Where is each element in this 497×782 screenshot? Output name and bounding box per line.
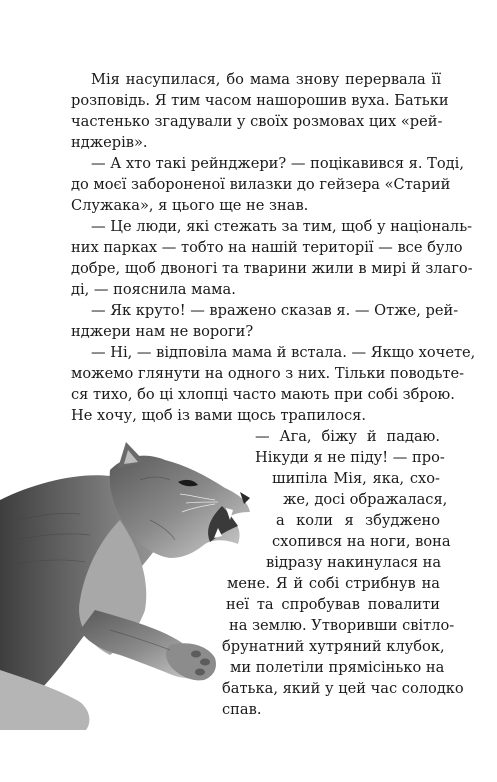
text-line: них парках — тобто на нашій території — все було bbox=[71, 239, 463, 256]
text-line: відразу накинулася на bbox=[266, 554, 442, 571]
text-line: розповідь. Я тим часом нашорошив вуха. Батьки bbox=[71, 92, 449, 109]
text-line: добре, щоб двоногі та тварини жили в мирі й злаго- bbox=[71, 260, 473, 277]
text-line: спав. bbox=[222, 701, 262, 718]
text-line: до моєї забороненої вилазки до гейзера «Старий bbox=[71, 176, 451, 193]
text-line: ді, — пояснила мама. bbox=[71, 281, 236, 298]
cougar-illustration-icon bbox=[0, 440, 260, 730]
text-line: а коли я збуджено bbox=[276, 512, 440, 529]
text-line: — Ні, — відповіла мама й встала. — Якщо хочете, bbox=[91, 344, 476, 361]
text-line: Мія насупилася, бо мама знову перервала її bbox=[91, 71, 441, 88]
text-line: можемо глянути на одного з них. Тільки поводьте- bbox=[71, 365, 465, 382]
text-line: нджери нам не вороги? bbox=[71, 323, 254, 340]
text-line: — Це люди, які стежать за тим, щоб у національ- bbox=[91, 218, 473, 235]
text-line: на землю. Утворивши світло- bbox=[229, 617, 455, 634]
text-line: батька, який у цей час солодко bbox=[222, 680, 464, 697]
text-line: Нікуди я не піду! — про- bbox=[255, 449, 445, 466]
text-line: — А хто такі рейнджери? — поцікавився я. Тоді, bbox=[91, 155, 464, 172]
text-line: Служака», я цього ще не знав. bbox=[71, 197, 309, 214]
text-line: частенько згадували у своїх розмовах цих «рей- bbox=[71, 113, 443, 130]
text-line: же, досі ображалася, bbox=[283, 491, 448, 508]
text-line: неї та спробував повалити bbox=[226, 596, 440, 613]
text-line: нджерів». bbox=[71, 134, 148, 151]
text-line: схопився на ноги, вона bbox=[272, 533, 451, 550]
text-line: шипіла Мія, яка, схо- bbox=[272, 470, 440, 487]
text-line: ся тихо, бо ці хлопці часто мають при собі зброю. bbox=[71, 386, 455, 403]
text-line: — Як круто! — вражено сказав я. — Отже, рей- bbox=[91, 302, 459, 319]
text-line: — Ага, біжу й падаю. bbox=[255, 428, 440, 445]
text-line: Не хочу, щоб із вами щось трапилося. bbox=[71, 407, 366, 424]
text-line: брунатний хутряний клубок, bbox=[222, 638, 445, 655]
text-line: ми полетіли прямісінько на bbox=[230, 659, 445, 676]
text-line: мене. Я й собі стрибнув на bbox=[227, 575, 440, 592]
